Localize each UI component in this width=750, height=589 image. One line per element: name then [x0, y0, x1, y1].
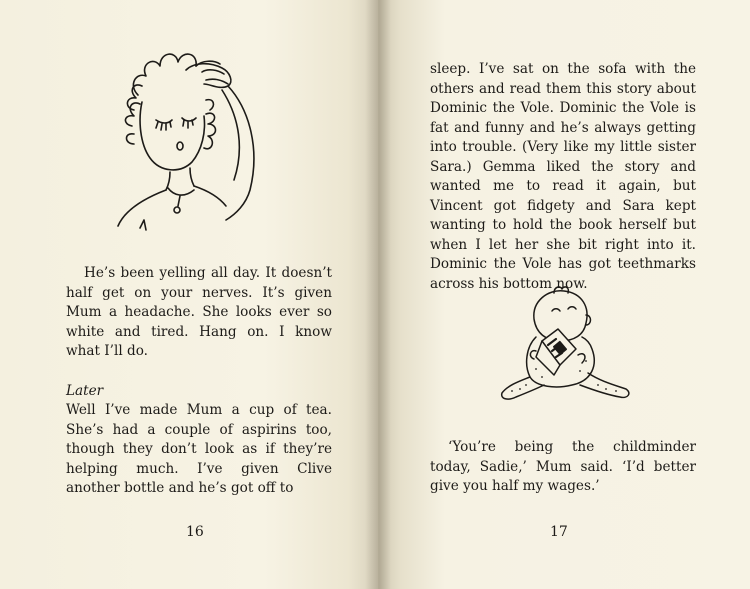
page-number-left: 16	[186, 524, 204, 540]
right-paragraph-2: ‘You’re being the childminder today, Sadie,’ Mum said. ‘I’d better give you half my wages.’	[430, 439, 696, 494]
left-paragraph-2: Well I’ve made Mum a cup of tea. She’s had a couple of aspirins too, though they don’t look as if they’re helping much. I’ve given Clive another bottle and he’s got off to	[66, 402, 332, 496]
baby-chewing-book-illustration	[496, 285, 636, 405]
book-gutter	[365, 0, 391, 589]
subheading-later: Later	[66, 383, 104, 399]
right-page	[378, 0, 750, 589]
right-paragraph-1: sleep. I’ve sat on the sofa with the others and read them this story about Dominic the Vole. Dominic the Vole is fat and funny and he’s always getting into trouble. (Very like my little sister Sara.) Gemma liked the story and wanted me to read it again, but Vincent got fidgety and Sara kept wanting to hold the book herself but when I let her she bit right into it. Dominic the Vole has got teethmarks across his bottom now.	[430, 61, 696, 292]
page-number-right: 17	[550, 524, 568, 540]
left-paragraph-1: He’s been yelling all day. It doesn’t half get on your nerves. It’s given Mum a headache. She looks ever so white and tired. Hang on. I know what I’ll do.	[66, 265, 332, 359]
woman-with-headache-illustration	[110, 40, 310, 240]
